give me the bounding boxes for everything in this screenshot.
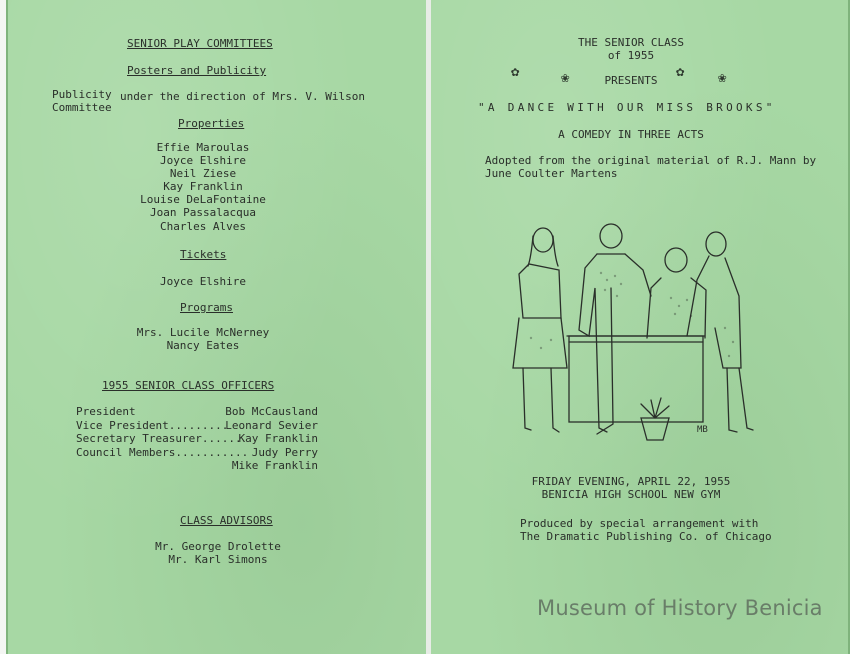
presents-text: PRESENTS xyxy=(604,74,658,87)
illustration-students-at-desk xyxy=(501,218,761,450)
adapted-line2: June Coulter Martens xyxy=(485,167,618,180)
flower-icon: ❀ xyxy=(561,70,570,86)
list-item: Kay Franklin xyxy=(163,180,243,194)
officer-name: Mike Franklin xyxy=(231,459,318,473)
properties-heading: Properties xyxy=(178,117,245,130)
play-title: "A DANCE WITH OUR MISS BROOKS" xyxy=(478,101,776,114)
produced-line1: Produced by special arrangement with xyxy=(520,517,759,530)
list-item: Effie Maroulas xyxy=(156,141,250,154)
list-item: Charles Alves xyxy=(159,219,247,233)
list-item: Neil Ziese xyxy=(169,167,237,181)
posters-heading: Posters and Publicity xyxy=(127,64,267,77)
watermark: Museum of History Benicia xyxy=(537,596,823,620)
tickets-list xyxy=(108,275,298,288)
tickets-heading: Tickets xyxy=(180,248,227,261)
list-item: Louise DeLaFontaine xyxy=(140,193,266,207)
officer-role: Secretary Treasurer...... xyxy=(76,432,242,446)
publicity-label-line2: Committee xyxy=(52,101,112,114)
list-item: Mr. Karl Simons xyxy=(168,553,268,567)
list-item: Joan Passalacqua xyxy=(150,206,256,220)
advisors-list xyxy=(128,540,308,566)
publicity-label-line1: Publicity xyxy=(52,88,112,101)
officer-role: President xyxy=(76,405,136,418)
artist-initials: MB xyxy=(697,425,708,435)
produced-line2: The Dramatic Publishing Co. of Chicago xyxy=(520,530,772,543)
properties-list xyxy=(108,141,298,233)
committee-heading: SENIOR PLAY COMMITTEES xyxy=(127,37,273,50)
list-item: Joyce Elshire xyxy=(159,275,247,288)
publicity-label xyxy=(52,88,112,114)
flower-icon: ✿ xyxy=(676,64,685,80)
publicity-text: under the direction of Mrs. V. Wilson xyxy=(120,90,366,103)
list-item: Nancy Eates xyxy=(166,339,240,353)
officer-row xyxy=(76,432,318,446)
officers-list xyxy=(76,405,318,473)
adapted-line1: Adopted from the original material of R.J. Mann by xyxy=(485,154,817,167)
list-item: Joyce Elshire xyxy=(159,154,247,168)
officer-row xyxy=(76,419,318,433)
flower-icon: ✿ xyxy=(511,64,520,80)
officer-row xyxy=(76,459,318,473)
play-subtitle: A COMEDY IN THREE ACTS xyxy=(558,128,704,141)
officer-name: Leonard Sevier xyxy=(225,418,318,432)
left-page xyxy=(6,0,428,654)
title-line2: of 1955 xyxy=(607,49,655,62)
officer-row xyxy=(76,405,318,419)
officer-row xyxy=(76,446,318,460)
officer-role: Vice President......... xyxy=(76,418,229,432)
advisors-heading: CLASS ADVISORS xyxy=(180,514,273,527)
officer-name: Kay Franklin xyxy=(238,432,318,446)
list-item: Mr. George Drolette xyxy=(155,540,281,553)
officer-name: Bob McCausland xyxy=(225,405,318,418)
officer-name: Judy Perry xyxy=(251,445,318,459)
event-venue: BENICIA HIGH SCHOOL NEW GYM xyxy=(541,488,721,501)
programs-list xyxy=(108,326,298,352)
officer-role: Council Members........... xyxy=(76,445,249,459)
title-line1: THE SENIOR CLASS xyxy=(578,36,684,49)
right-page xyxy=(431,0,850,654)
flower-icon: ❀ xyxy=(718,70,727,86)
officers-heading: 1955 SENIOR CLASS OFFICERS xyxy=(102,379,275,392)
programs-heading: Programs xyxy=(180,301,233,314)
list-item: Mrs. Lucile McNerney xyxy=(136,326,270,339)
event-date: FRIDAY EVENING, APRIL 22, 1955 xyxy=(531,475,731,488)
